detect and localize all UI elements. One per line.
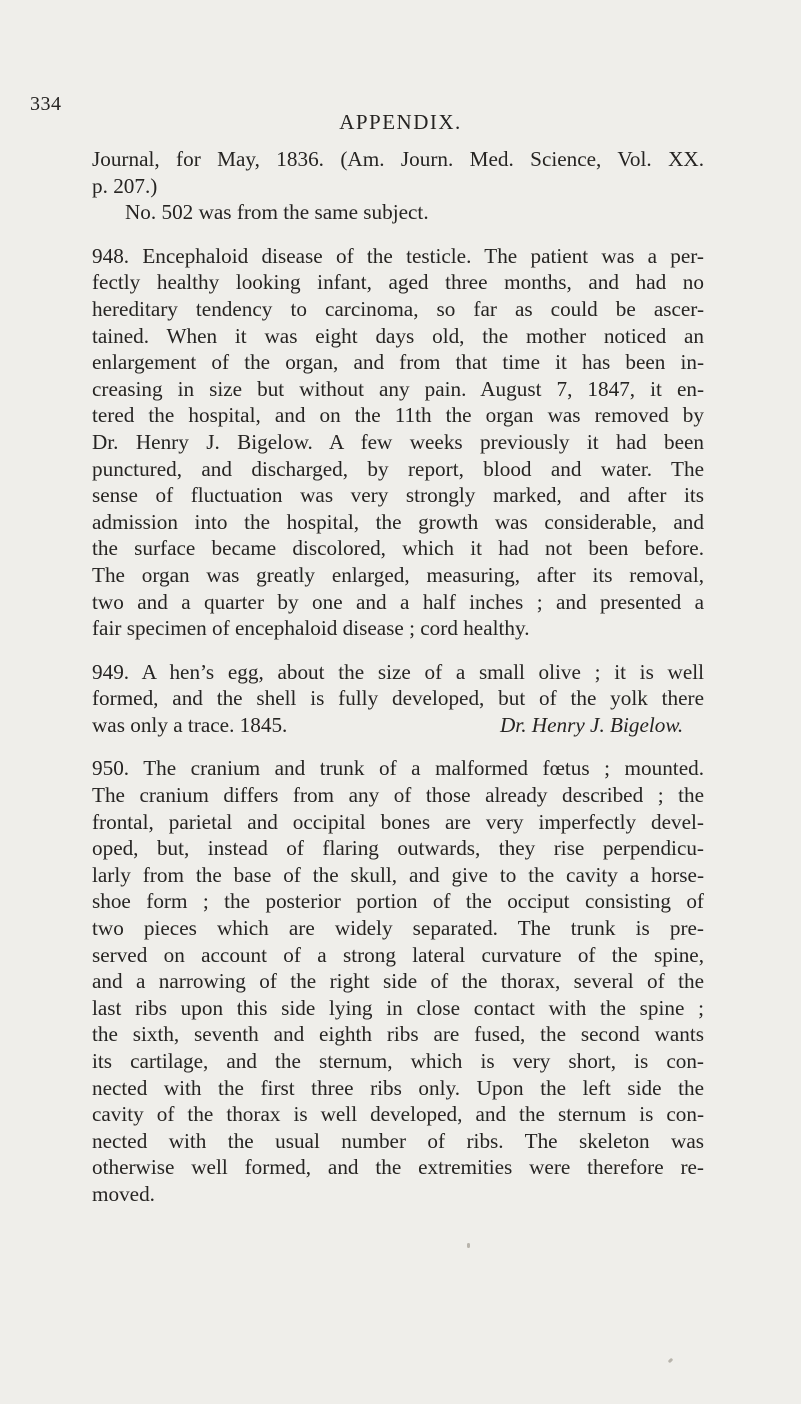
text-line: two pieces which are widely separated. The trunk is pre- xyxy=(92,916,704,941)
text-line: cavity of the thorax is well developed, and the sternum is con- xyxy=(92,1102,704,1127)
text-line: The organ was greatly enlarged, measuring, after its removal, xyxy=(92,562,704,587)
text-line: formed, and the shell is fully developed, but of the yolk there xyxy=(92,686,704,711)
text-line: otherwise well formed, and the extremities were therefore re- xyxy=(92,1155,704,1180)
text-line: last ribs upon this side lying in close contact with the spine ; xyxy=(92,995,704,1020)
text-line: two and a quarter by one and a half inches ; and presented a xyxy=(92,589,704,614)
text-line: fectly healthy looking infant, aged three months, and had no xyxy=(92,270,704,295)
text-line: 948. Encephaloid disease of the testicle. The patient was a per- xyxy=(92,243,704,268)
paper-speck xyxy=(467,1243,470,1248)
text-line: the sixth, seventh and eighth ribs are fused, the second wants xyxy=(92,1022,704,1047)
text-line: served on account of a strong lateral curvature of the spine, xyxy=(92,942,704,967)
text-line: its cartilage, and the sternum, which is very short, is con- xyxy=(92,1049,704,1073)
text-line: fair specimen of encephaloid disease ; cord healthy. xyxy=(92,616,530,641)
entry-948 xyxy=(92,243,704,642)
text-line: 949. A hen’s egg, about the size of a small olive ; it is well xyxy=(92,659,704,684)
text-line: No. 502 was from the same subject. xyxy=(125,200,429,225)
paper-speck xyxy=(668,1358,674,1364)
text-line: tered the hospital, and on the 11th the organ was removed by xyxy=(92,403,704,428)
text-line: admission into the hospital, the growth was considerable, and xyxy=(92,509,704,534)
text-line: oped, but, instead of flaring outwards, they rise perpendicu- xyxy=(92,836,704,861)
text-line: and a narrowing of the right side of the thorax, several of the xyxy=(92,969,704,994)
text-line: frontal, parietal and occipital bones are very imperfectly devel- xyxy=(92,809,704,834)
text-line: larly from the base of the skull, and give to the cavity a horse- xyxy=(92,862,704,887)
text-line: punctured, and discharged, by report, blood and water. The xyxy=(92,456,704,481)
text-line: enlargement of the organ, and from that time it has been in- xyxy=(92,350,704,375)
entry-950 xyxy=(92,755,704,1207)
text-line: the surface became discolored, which it had not been before. xyxy=(92,536,704,561)
text-line: Journal, for May, 1836. (Am. Journ. Med. Science, Vol. XX. xyxy=(92,147,704,171)
text-line: 950. The cranium and trunk of a malformed fœtus ; mounted. xyxy=(92,756,704,781)
text-line: sense of fluctuation was very strongly marked, and after its xyxy=(92,483,704,508)
text-line: creasing in size but without any pain. August 7, 1847, it en- xyxy=(92,376,704,401)
text-line: Dr. Henry J. Bigelow. A few weeks previously it had been xyxy=(92,429,704,454)
page-body xyxy=(92,146,704,1208)
text-line: nected with the usual number of ribs. The skeleton was xyxy=(92,1128,704,1153)
intro-paragraph xyxy=(92,146,704,226)
text-line: tained. When it was eight days old, the mother noticed an xyxy=(92,323,704,348)
running-head: APPENDIX. xyxy=(339,110,462,134)
text-line: p. 207.) xyxy=(92,173,158,198)
signature: Dr. Henry J. Bigelow. xyxy=(500,712,684,737)
page-number: 334 xyxy=(30,93,62,115)
text-line xyxy=(92,712,704,739)
text-line: shoe form ; the posterior portion of the occiput consisting of xyxy=(92,889,704,914)
text-line: The cranium differs from any of those already described ; the xyxy=(92,783,704,808)
text-line: hereditary tendency to carcinoma, so far as could be ascer- xyxy=(92,296,704,321)
text-line: moved. xyxy=(92,1181,155,1206)
entry-949-last-text: was only a trace. 1845. xyxy=(92,712,288,737)
entry-949 xyxy=(92,659,704,739)
text-line: nected with the first three ribs only. Upon the left side the xyxy=(92,1075,704,1100)
